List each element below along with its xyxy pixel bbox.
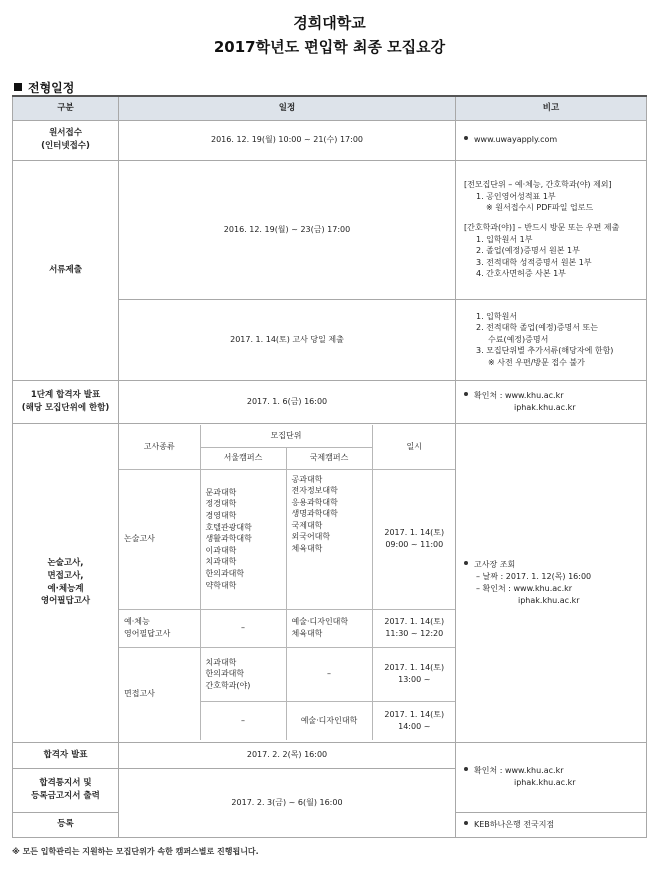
seoul-units: – — [200, 701, 286, 740]
square-bullet-icon — [14, 83, 22, 91]
exam-date — [372, 469, 456, 609]
exam-type-header: 고사종류 — [119, 425, 200, 469]
schedule-cell: 2016. 12. 19(월) 10:00 ~ 21(수) 17:00 — [119, 120, 456, 160]
header-schedule: 일정 — [119, 96, 456, 120]
time-text: 09:00 ~ 11:00 — [385, 540, 444, 549]
category-text: 면접고사, — [47, 570, 84, 581]
note-line: 3. 전적대학 성적증명서 원본 1부 — [476, 257, 592, 267]
note-line: 4. 간호사면허증 사본 1부 — [476, 269, 566, 279]
global-units — [286, 609, 372, 647]
title-university: 경희대학교 — [293, 14, 366, 32]
note-line: ※ 사전 우편/방문 접수 불가 — [488, 357, 585, 367]
exam-type — [119, 609, 200, 647]
unit-item: 전자정보대학 — [291, 486, 338, 496]
seoul-units: – — [200, 609, 286, 647]
category-cell: 합격자 발표 — [13, 742, 119, 768]
date-text: 2017. 1. 14(토) — [384, 709, 445, 719]
bullet-icon — [464, 767, 468, 771]
category-text: (해당 모집단위에 한함) — [21, 402, 110, 413]
exam-type: 면접고사 — [119, 647, 200, 740]
global-units: 예술·디자인대학 — [286, 701, 372, 740]
unit-item: 약학대학 — [205, 580, 237, 590]
note-line: 1. 입학원서 1부 — [476, 234, 533, 244]
schedule-cell: 2017. 2. 2(목) 16:00 — [119, 742, 456, 768]
exam-unit-header: 모집단위 — [200, 425, 372, 447]
note-cell — [456, 160, 647, 299]
note-cell — [456, 299, 647, 380]
note-text: iphak.khu.ac.kr — [518, 595, 580, 605]
unit-item: 공과대학 — [291, 474, 323, 484]
schedule-cell: 2017. 2. 3(금) ~ 6(월) 16:00 — [119, 768, 456, 837]
category-cell — [13, 120, 119, 160]
bullet-icon — [464, 561, 468, 565]
unit-item: 체육대학 — [291, 544, 323, 554]
date-text: 2017. 1. 14(토) — [384, 663, 445, 672]
unit-item: 체육대학 — [291, 629, 323, 638]
seoul-campus-header: 서울캠퍼스 — [200, 447, 286, 469]
exam-type-text: 영어필답고사 — [124, 629, 171, 638]
unit-item: 생활과학대학 — [205, 534, 252, 544]
category-text: 예·체능계 — [47, 583, 84, 594]
note-text: – 확인처 : www.khu.ac.kr — [476, 583, 573, 593]
date-text: 2017. 1. 14(토) — [384, 617, 445, 626]
category-cell: 등록 — [13, 812, 119, 837]
header-category: 구분 — [13, 96, 119, 120]
note-text: 확인처 : www.khu.ac.kr — [474, 766, 564, 775]
unit-item: 외국어대학 — [291, 532, 331, 542]
unit-item: 경영대학 — [205, 511, 237, 521]
note-text: 확인처 : www.khu.ac.kr — [474, 390, 564, 400]
unit-item: 이과대학 — [205, 545, 237, 555]
note-line: 3. 모집단위별 추가서류(해당자에 한함) — [476, 346, 614, 356]
unit-item: 간호학과(야) — [205, 680, 251, 690]
unit-item: 국제대학 — [291, 520, 323, 530]
schedule-cell: 2016. 12. 19(월) ~ 23(금) 17:00 — [119, 160, 456, 299]
note-line: 1. 공인영어성적표 1부 — [476, 191, 556, 201]
schedule-table — [12, 95, 647, 838]
exam-row-essay — [119, 469, 456, 609]
category-text: 합격통지서 및 — [39, 778, 92, 789]
note-line: ※ 원서접수시 PDF파일 업로드 — [486, 203, 594, 213]
schedule-cell: 2017. 1. 6(금) 16:00 — [119, 380, 456, 423]
exam-date-header: 일시 — [372, 425, 456, 469]
unit-item: 호텔관광대학 — [205, 522, 252, 532]
section-title: 전형일정 — [28, 81, 75, 95]
category-text: 1단계 합격자 발표 — [30, 389, 101, 400]
exam-type: 논술고사 — [119, 469, 200, 609]
header-note: 비고 — [456, 96, 647, 120]
seoul-units — [200, 647, 286, 701]
table-row-exams — [13, 423, 647, 742]
exam-schedule-cell — [119, 423, 456, 742]
note-text: iphak.khu.ac.kr — [514, 402, 576, 412]
note-cell — [456, 812, 647, 837]
note-cell — [456, 742, 647, 812]
category-cell — [13, 768, 119, 812]
exam-table — [119, 425, 456, 740]
exam-date — [372, 609, 456, 647]
footnote: ※ 모든 입학관리는 지원하는 모집단위가 속한 캠퍼스별로 진행됩니다. — [12, 847, 259, 856]
global-campus-header: 국제캠퍼스 — [286, 447, 372, 469]
note-line: [전모집단위 – 예·체능, 간호학과(야) 제외] — [464, 180, 612, 190]
unit-item: 정경대학 — [205, 499, 237, 509]
title-guide: 2017학년도 편입학 최종 모집요강 — [213, 38, 446, 56]
exam-date — [372, 647, 456, 701]
exam-header-row — [119, 425, 456, 447]
unit-item: 치과대학 — [205, 557, 237, 567]
category-text: 논술고사, — [47, 558, 84, 568]
note-line: 수료(예정)증명서 — [488, 334, 549, 344]
table-row-application — [13, 120, 647, 160]
note-text: – 날짜 : 2017. 1. 12(목) 16:00 — [476, 571, 592, 581]
unit-item: 생명과학대학 — [291, 509, 338, 519]
category-cell — [13, 423, 119, 742]
category-text: 영어필답고사 — [40, 596, 91, 607]
note-spacer — [464, 214, 642, 222]
exam-date — [372, 701, 456, 740]
note-text: iphak.khu.ac.kr — [514, 778, 576, 787]
unit-item: 치과대학 — [205, 657, 237, 667]
bullet-icon — [464, 392, 468, 396]
time-text: 14:00 ~ — [398, 721, 431, 731]
note-cell — [456, 120, 647, 160]
exam-row-interview-a — [119, 647, 456, 701]
global-units: – — [286, 647, 372, 701]
note-line: 2. 졸업(예정)증명서 원본 1부 — [476, 246, 580, 256]
time-text: 11:30 ~ 12:20 — [385, 629, 444, 638]
note-cell — [456, 380, 647, 423]
table-row-documents — [13, 160, 647, 299]
unit-item: 예술·디자인대학 — [291, 617, 349, 626]
category-cell: 서류제출 — [13, 160, 119, 380]
note-line: 1. 입학원서 — [476, 311, 518, 321]
note-cell — [456, 423, 647, 742]
note-line: 2. 전적대학 졸업(예정)증명서 또는 — [476, 323, 598, 333]
table-row-final — [13, 742, 647, 768]
category-text: 원서접수 — [49, 128, 82, 139]
note-line: [간호학과(야)] – 반드시 방문 또는 우편 제출 — [464, 222, 620, 232]
unit-item: 한의과대학 — [205, 669, 245, 679]
table-header-row — [13, 96, 647, 120]
exam-type-text: 예·체능 — [124, 617, 150, 626]
category-text: (인터넷접수) — [41, 141, 90, 151]
date-text: 2017. 1. 14(토) — [384, 528, 445, 537]
section-heading — [14, 79, 74, 96]
schedule-cell: 2017. 1. 14(토) 고사 당일 제출 — [119, 299, 456, 380]
global-units — [286, 469, 372, 609]
category-cell — [13, 380, 119, 423]
note-text: KEB하나은행 전국지점 — [474, 819, 555, 829]
unit-item: 응용과학대학 — [291, 497, 338, 507]
unit-item: 한의과대학 — [205, 568, 245, 578]
table-row-first-stage — [13, 380, 647, 423]
exam-row-arts — [119, 609, 456, 647]
note-text: 고사장 조회 — [474, 559, 516, 569]
seoul-units — [200, 469, 286, 609]
time-text: 13:00 ~ — [398, 675, 431, 684]
bullet-icon — [464, 821, 468, 825]
unit-item: 문과대학 — [205, 487, 237, 497]
bullet-icon — [464, 136, 468, 140]
category-text: 등록금고지서 출력 — [31, 791, 100, 801]
note-text: www.uwayapply.com — [474, 135, 558, 144]
